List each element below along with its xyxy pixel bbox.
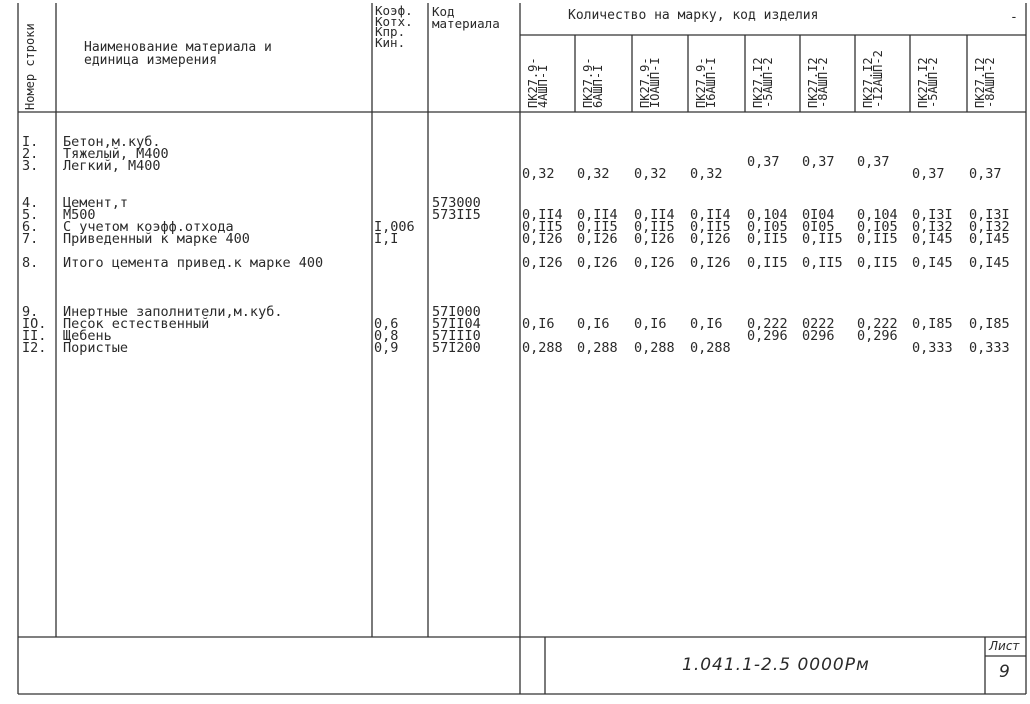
cell-value: 0,I05 [747, 219, 788, 235]
cell-value: 0,I6 [690, 316, 723, 332]
sheet-number: 9 [999, 662, 1010, 682]
row-material-name: Инертные заполнители,м.куб. [63, 304, 283, 320]
row-material-name: Тяжелый, М400 [63, 146, 169, 162]
row-material-code: 57I200 [432, 340, 481, 356]
cell-value: 0,I26 [577, 255, 618, 271]
header-material-code: Код материала [432, 4, 500, 31]
cell-value: 0,I85 [969, 316, 1010, 332]
row-material-name: Бетон,м.куб. [63, 134, 161, 150]
product-header-8: ПК27.I2 -5АШП-2 [916, 57, 940, 108]
row-material-name: Приведенный к марке 400 [63, 231, 250, 247]
cell-value: 0,288 [690, 340, 731, 356]
row-number: 8. [22, 255, 39, 271]
cell-value: 0,I45 [969, 231, 1010, 247]
row-material-code: 57III0 [432, 328, 481, 344]
product-header-4: ПК27.9- I6АШП-I [694, 57, 718, 108]
sheet-label: Лист [989, 639, 1020, 653]
row-number: I. [22, 134, 39, 150]
header-coefficient: Коэф. Котх. Кпр. Кин. [375, 3, 413, 50]
row-material-name: Легкий, М400 [63, 158, 161, 174]
cell-value: 0,II4 [522, 207, 563, 223]
product-header-9: ПК27.I2 -8АШП-2 [973, 57, 997, 108]
cell-value: 0,I26 [577, 231, 618, 247]
cell-value: 0,I85 [912, 316, 953, 332]
cell-value: 0,I45 [969, 255, 1010, 271]
cell-value: 0,I3I [969, 207, 1010, 223]
cell-value: 0,II5 [747, 255, 788, 271]
row-number: 2. [22, 146, 39, 162]
cell-value: 0,32 [522, 166, 555, 182]
cell-value: 0,II5 [857, 231, 898, 247]
product-header-2: ПК27.9- 6АШП-I [581, 57, 605, 108]
cell-value: 0,I45 [912, 255, 953, 271]
header-row-number: Номер строки [23, 23, 37, 110]
cell-value: 0,I45 [912, 231, 953, 247]
header-quantity: Количество на марку, код изделия [568, 8, 819, 23]
cell-value: 0,I26 [522, 255, 563, 271]
row-material-name: М500 [63, 207, 96, 223]
cell-value: 0,II5 [802, 231, 843, 247]
cell-value: 0I05 [802, 219, 835, 235]
cell-value: 0,I26 [522, 231, 563, 247]
cell-value: 0,II4 [634, 207, 675, 223]
row-material-code: 573II5 [432, 207, 481, 223]
row-number: 3. [22, 158, 39, 174]
row-material-name: С учетом коэфф.отхода [63, 219, 234, 235]
row-material-code: 57II04 [432, 316, 481, 332]
row-coefficient: 0,9 [374, 340, 399, 356]
cell-value: 0,288 [634, 340, 675, 356]
cell-value: 0,37 [857, 154, 890, 170]
cell-value: 0,37 [747, 154, 780, 170]
cell-value: 0,II5 [634, 219, 675, 235]
row-coefficient: 0,6 [374, 316, 399, 332]
cell-value: 0,296 [747, 328, 788, 344]
cell-value: 0,104 [747, 207, 788, 223]
cell-value: 0,II5 [690, 219, 731, 235]
cell-value: 0,I6 [577, 316, 610, 332]
row-coefficient: I,I [374, 231, 399, 247]
row-number: 6. [22, 219, 39, 235]
cell-value: 0,288 [577, 340, 618, 356]
cell-value: 0,296 [857, 328, 898, 344]
row-material-code: 57I000 [432, 304, 481, 320]
product-header-5: ПК27.I2 -5АШП-2 [751, 57, 775, 108]
cell-value: 0,II5 [747, 231, 788, 247]
row-material-code: 573000 [432, 195, 481, 211]
cell-value: 0,II4 [577, 207, 618, 223]
cell-value: 0,288 [522, 340, 563, 356]
cell-value: 0,222 [857, 316, 898, 332]
row-material-name: Цемент,т [63, 195, 129, 211]
cell-value: 0,37 [912, 166, 945, 182]
header-material-name: Наименование материала и единица измерения [84, 40, 272, 68]
cell-value: 0,32 [690, 166, 723, 182]
cell-value: 0,I6 [522, 316, 555, 332]
cell-value: 0222 [802, 316, 835, 332]
cell-value: 0,37 [969, 166, 1002, 182]
cell-value: 0,I26 [634, 255, 675, 271]
cell-value: 0,32 [634, 166, 667, 182]
row-number: 7. [22, 231, 39, 247]
cell-value: 0,I05 [857, 219, 898, 235]
cell-value: 0,37 [802, 154, 835, 170]
row-number: 5. [22, 207, 39, 223]
cell-value: 0,333 [912, 340, 953, 356]
product-header-6: ПК27.I2 -8АШП-2 [806, 57, 830, 108]
row-coefficient: I,006 [374, 219, 415, 235]
row-number: II. [22, 328, 47, 344]
cell-value: 0,II4 [690, 207, 731, 223]
cell-value: 0,II5 [802, 255, 843, 271]
cell-value: 0,I32 [912, 219, 953, 235]
cell-value: 0,I26 [690, 231, 731, 247]
row-coefficient: 0,8 [374, 328, 399, 344]
row-material-name: Щебень [63, 328, 112, 344]
row-number: I2. [22, 340, 47, 356]
cell-value: 0,II5 [522, 219, 563, 235]
cell-value: 0,32 [577, 166, 610, 182]
cell-value: 0,104 [857, 207, 898, 223]
row-number: 9. [22, 304, 39, 320]
product-header-1: ПК27.9- 4АШП-I [526, 57, 550, 108]
cell-value: 0,222 [747, 316, 788, 332]
cell-value: 0I04 [802, 207, 835, 223]
cell-value: 0,I32 [969, 219, 1010, 235]
row-material-name: Песок естественный [63, 316, 210, 332]
document-code: 1.041.1-2.5 0000Рм [682, 655, 870, 675]
cell-value: 0,I6 [634, 316, 667, 332]
header-dash: - [1010, 10, 1018, 25]
cell-value: 0,II5 [857, 255, 898, 271]
cell-value: 0,I26 [690, 255, 731, 271]
cell-value: 0,II5 [577, 219, 618, 235]
row-number: IO. [22, 316, 47, 332]
row-material-name: Итого цемента привед.к марке 400 [63, 255, 324, 271]
cell-value: 0,I3I [912, 207, 953, 223]
cell-value: 0,333 [969, 340, 1010, 356]
product-header-3: ПК27.9- IOАШП-I [638, 57, 662, 108]
product-header-7: ПК27.I2 -I2АШП-2 [861, 50, 885, 108]
row-material-name: Пористые [63, 340, 129, 356]
cell-value: 0,I26 [634, 231, 675, 247]
row-number: 4. [22, 195, 39, 211]
cell-value: 0296 [802, 328, 835, 344]
